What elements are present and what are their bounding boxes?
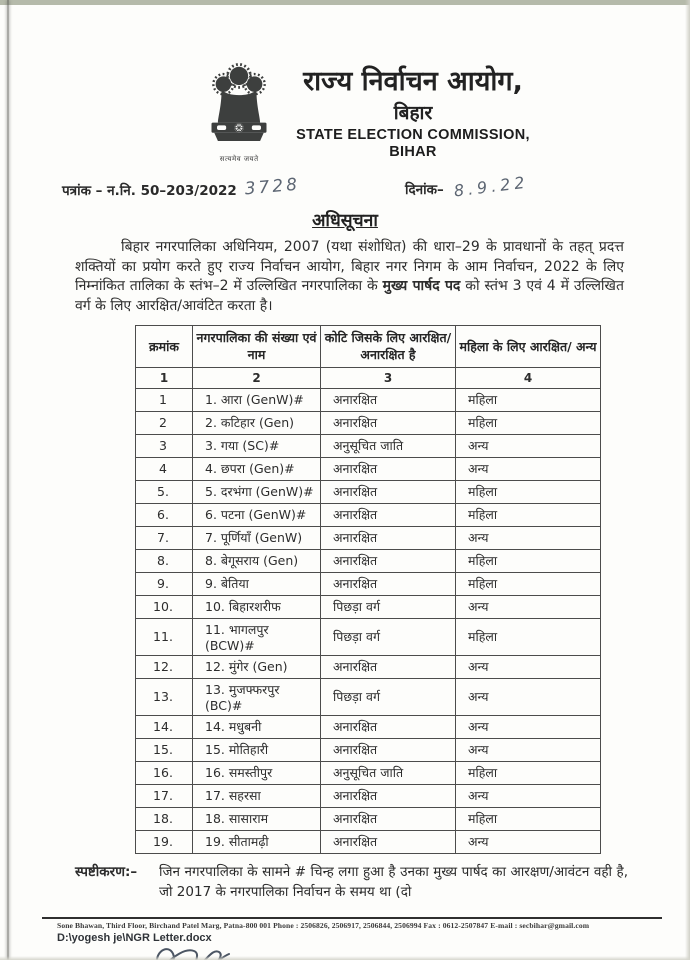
cell-name: 15. मोतिहारी <box>193 738 321 761</box>
table-row <box>136 807 601 830</box>
reference-row <box>62 172 620 201</box>
cell-category: अनारक्षित <box>321 503 456 526</box>
date-label: दिनांक– <box>405 182 444 198</box>
cell-women: महिला <box>456 503 601 526</box>
cell-women: महिला <box>456 572 601 595</box>
table-row <box>136 411 601 434</box>
cell-category: अनारक्षित <box>321 549 456 572</box>
clarification-label: स्पष्टीकरण:– <box>75 863 138 880</box>
date-handwritten: 8.9.22 <box>452 172 530 201</box>
cell-sno: 16. <box>136 761 193 784</box>
cell-sno: 13. <box>136 678 193 715</box>
scan-edge-right <box>685 0 690 960</box>
cell-women: महिला <box>456 480 601 503</box>
cell-name: 7. पूर्णियाँ (GenW) <box>193 526 321 549</box>
cell-category: अनारक्षित <box>321 480 456 503</box>
table-row <box>136 784 601 807</box>
cell-category: पिछड़ा वर्ग <box>321 678 456 715</box>
cell-category: अनारक्षित <box>321 388 456 411</box>
cell-sno: 17. <box>136 784 193 807</box>
cell-name: 19. सीतामढ़ी <box>193 830 321 853</box>
ashoka-emblem-icon <box>200 62 278 164</box>
cell-sno: 5. <box>136 480 193 503</box>
cell-name: 17. सहरसा <box>193 784 321 807</box>
header-women: महिला के लिए आरक्षित/ अन्य <box>456 326 601 368</box>
letter-number <box>62 174 301 200</box>
cell-women: अन्य <box>456 830 601 853</box>
letterhead <box>40 0 690 164</box>
cell-sno: 10. <box>136 595 193 618</box>
cell-women: महिला <box>456 618 601 655</box>
header-sno: क्रमांक <box>136 326 193 368</box>
notification-title: अधिसूचना <box>312 211 378 231</box>
cell-sno: 15. <box>136 738 193 761</box>
notification-body <box>75 238 624 316</box>
cell-women: अन्य <box>456 738 601 761</box>
colnum-4: 4 <box>456 367 601 388</box>
cell-name: 2. कटिहार (Gen) <box>193 411 321 434</box>
reservation-table <box>135 325 601 854</box>
org-state-hindi: बिहार <box>393 102 433 125</box>
cell-category: अनारक्षित <box>321 457 456 480</box>
cell-sno: 12. <box>136 655 193 678</box>
table-row <box>136 503 601 526</box>
clarification-text: जिन नगरपालिका के सामने # चिन्ह लगा हुआ है उनका मुख्य पार्षद का आरक्षण/आवंटन वही है, जो 2017 के नगरपालिका निर्वाचन के समय था (दो <box>159 863 628 901</box>
cell-women: महिला <box>456 388 601 411</box>
table-row <box>136 595 601 618</box>
column-number-row <box>136 367 601 388</box>
table-row <box>136 618 601 655</box>
letter-number-label: पत्रांक – न.नि. 50–203/2022 <box>62 183 237 199</box>
cell-name: 6. पटना (GenW)# <box>193 503 321 526</box>
cell-sno: 18. <box>136 807 193 830</box>
cell-sno: 3 <box>136 434 193 457</box>
colnum-3: 3 <box>321 367 456 388</box>
cell-category: अनारक्षित <box>321 526 456 549</box>
cell-women: अन्य <box>456 655 601 678</box>
table-header <box>136 326 601 368</box>
colnum-2: 2 <box>193 367 321 388</box>
cell-category: अनुसूचित जाति <box>321 434 456 457</box>
cell-sno: 4 <box>136 457 193 480</box>
cell-category: पिछड़ा वर्ग <box>321 595 456 618</box>
cell-category: अनारक्षित <box>321 715 456 738</box>
cell-name: 1. आरा (GenW)# <box>193 388 321 411</box>
cell-women: महिला <box>456 761 601 784</box>
header-category: कोटि जिसके लिए आरक्षित/ अनारक्षित है <box>321 326 456 368</box>
letter-number-handwritten: 3728 <box>243 174 301 200</box>
cell-sno: 19. <box>136 830 193 853</box>
table-row <box>136 738 601 761</box>
header-municipality: नगरपालिका की संख्या एवं नाम <box>193 326 321 368</box>
cell-name: 3. गया (SC)# <box>193 434 321 457</box>
cell-name: 10. बिहारशरीफ <box>193 595 321 618</box>
cell-name: 13. मुजफ्फरपुर (BC)# <box>193 678 321 715</box>
cell-name: 9. बेतिया <box>193 572 321 595</box>
footer-divider <box>42 917 662 919</box>
office-address: Sone Bhawan, Third Floor, Birchand Patel Marg, Patna-800 001 Phone : 2506826, 2506917, 2506844, 2506994 Fax : 0612-2507847 E-mail : secbihar@gmail.com <box>57 921 590 931</box>
cell-name: 18. सासाराम <box>193 807 321 830</box>
table-row <box>136 388 601 411</box>
cell-sno: 1 <box>136 388 193 411</box>
org-state-english: BIHAR <box>389 144 437 161</box>
cell-sno: 6. <box>136 503 193 526</box>
cell-category: अनारक्षित <box>321 784 456 807</box>
org-title-block <box>296 62 530 162</box>
cell-sno: 11. <box>136 618 193 655</box>
table-row <box>136 549 601 572</box>
cell-category: अनुसूचित जाति <box>321 761 456 784</box>
table-row <box>136 830 601 853</box>
cell-category: पिछड़ा वर्ग <box>321 618 456 655</box>
cell-name: 14. मधुबनी <box>193 715 321 738</box>
cell-name: 5. दरभंगा (GenW)# <box>193 480 321 503</box>
table-row <box>136 678 601 715</box>
cell-women: अन्य <box>456 715 601 738</box>
cell-name: 16. समस्तीपुर <box>193 761 321 784</box>
cell-women: अन्य <box>456 457 601 480</box>
table-row <box>136 526 601 549</box>
cell-category: अनारक्षित <box>321 830 456 853</box>
body-text-bold: मुख्य पार्षद पद <box>382 278 461 295</box>
cell-category: अनारक्षित <box>321 655 456 678</box>
table-row <box>136 480 601 503</box>
scan-edge-bottom <box>0 956 690 960</box>
org-name-english: STATE ELECTION COMMISSION, <box>296 127 530 144</box>
cell-category: अनारक्षित <box>321 807 456 830</box>
document-file-path: D:\yogesh je\NGR Letter.docx <box>57 932 212 945</box>
cell-name: 8. बेगूसराय (Gen) <box>193 549 321 572</box>
cell-women: महिला <box>456 411 601 434</box>
cell-women: अन्य <box>456 784 601 807</box>
cell-category: अनारक्षित <box>321 572 456 595</box>
table-row <box>136 655 601 678</box>
body-text-2: को स्तंभ 3 एवं 4 में उल्लिखित वर्ग के लिए आरक्षित/आवंटित करता है। <box>75 278 624 314</box>
cell-women: अन्य <box>456 595 601 618</box>
table-body <box>136 388 601 853</box>
cell-women: अन्य <box>456 434 601 457</box>
cell-sno: 8. <box>136 549 193 572</box>
cell-category: अनारक्षित <box>321 738 456 761</box>
table-row <box>136 572 601 595</box>
cell-women: महिला <box>456 549 601 572</box>
body-text-1: बिहार नगरपालिका अधिनियम, 2007 (यथा संशोधित) की धारा–29 के प्रावधानों के तहत् प्रदत्त शक्तियों का प्रयोग करते हुए राज्य निर्वाचन आयोग, बिहार नगर निगम के आम निर्वाचन, 2022 के लिए निम्नांकित तालिका के स्तंभ–2 में उल्लिखित नगरपालिका के <box>75 239 624 295</box>
cell-name: 4. छपरा (Gen)# <box>193 457 321 480</box>
table-row <box>136 434 601 457</box>
cell-sno: 2 <box>136 411 193 434</box>
cell-women: महिला <box>456 807 601 830</box>
cell-sno: 7. <box>136 526 193 549</box>
cell-women: अन्य <box>456 678 601 715</box>
cell-sno: 9. <box>136 572 193 595</box>
cell-sno: 14. <box>136 715 193 738</box>
emblem-motto: सत्यमेव जयते <box>219 155 259 163</box>
table-row <box>136 457 601 480</box>
scan-edge-top <box>0 0 690 5</box>
table-row <box>136 715 601 738</box>
colnum-1: 1 <box>136 367 193 388</box>
date-field <box>405 172 620 201</box>
scan-edge-left <box>7 0 9 960</box>
clarification-note <box>75 862 628 903</box>
cell-name: 12. मुंगेर (Gen) <box>193 655 321 678</box>
table-row <box>136 761 601 784</box>
cell-category: अनारक्षित <box>321 411 456 434</box>
cell-women: अन्य <box>456 526 601 549</box>
cell-name: 11. भागलपुर (BCW)# <box>193 618 321 655</box>
org-name-hindi: राज्य निर्वाचन आयोग, <box>303 66 523 97</box>
